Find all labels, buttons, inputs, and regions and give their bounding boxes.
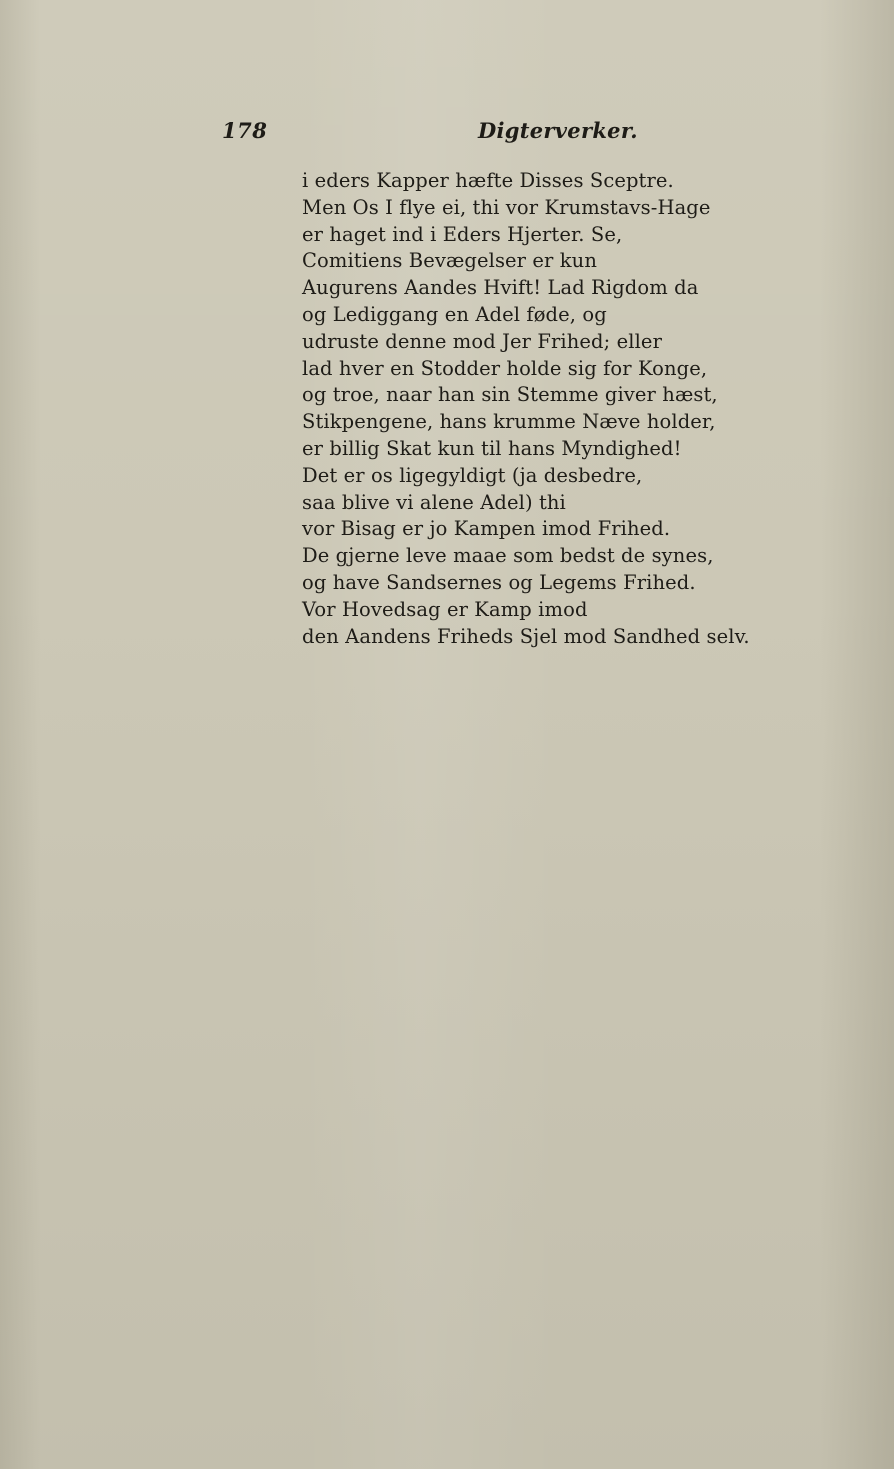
running-title: Digterverker. (478, 118, 638, 143)
verse-line: udruste denne mod Jer Frihed; eller (302, 329, 662, 353)
verse-line: De gjerne leve maae som bedst de synes, (302, 544, 714, 568)
verse-line: Men Os I flye ei, thi vor Krumstavs-Hage (302, 195, 711, 219)
verse-line: er haget ind i Eders Hjerter. Se, (302, 222, 623, 246)
verse-line: er billig Skat kun til hans Myndighed! (302, 436, 682, 460)
verse-line: Det er os ligegyldigt (ja desbedre, (302, 463, 643, 487)
verse-line: Stikpengene, hans krumme Næve holder, (302, 410, 716, 434)
verse-line: vor Bisag er jo Kampen imod Frihed. (302, 517, 671, 541)
verse-line: Comitiens Bevægelser er kun (302, 249, 597, 273)
verse-line: Augurens Aandes Hvift! Lad Rigdom da (302, 276, 699, 300)
page-number: 178 (222, 118, 268, 143)
verse-line: den Aandens Friheds Sjel mod Sandhed selv. (302, 624, 750, 648)
verse-text (302, 168, 750, 650)
verse-line: og Lediggang en Adel føde, og (302, 302, 607, 326)
verse-line: i eders Kapper hæfte Disses Sceptre. (302, 169, 674, 192)
verse-line: lad hver en Stodder holde sig for Konge, (302, 356, 708, 380)
verse-line: og troe, naar han sin Stemme giver hæst, (302, 383, 718, 407)
verse-line: Vor Hovedsag er Kamp imod (302, 597, 588, 621)
verse-line: saa blive vi alene Adel) thi (302, 490, 566, 514)
verse-line: og have Sandsernes og Legems Frihed. (302, 570, 696, 594)
